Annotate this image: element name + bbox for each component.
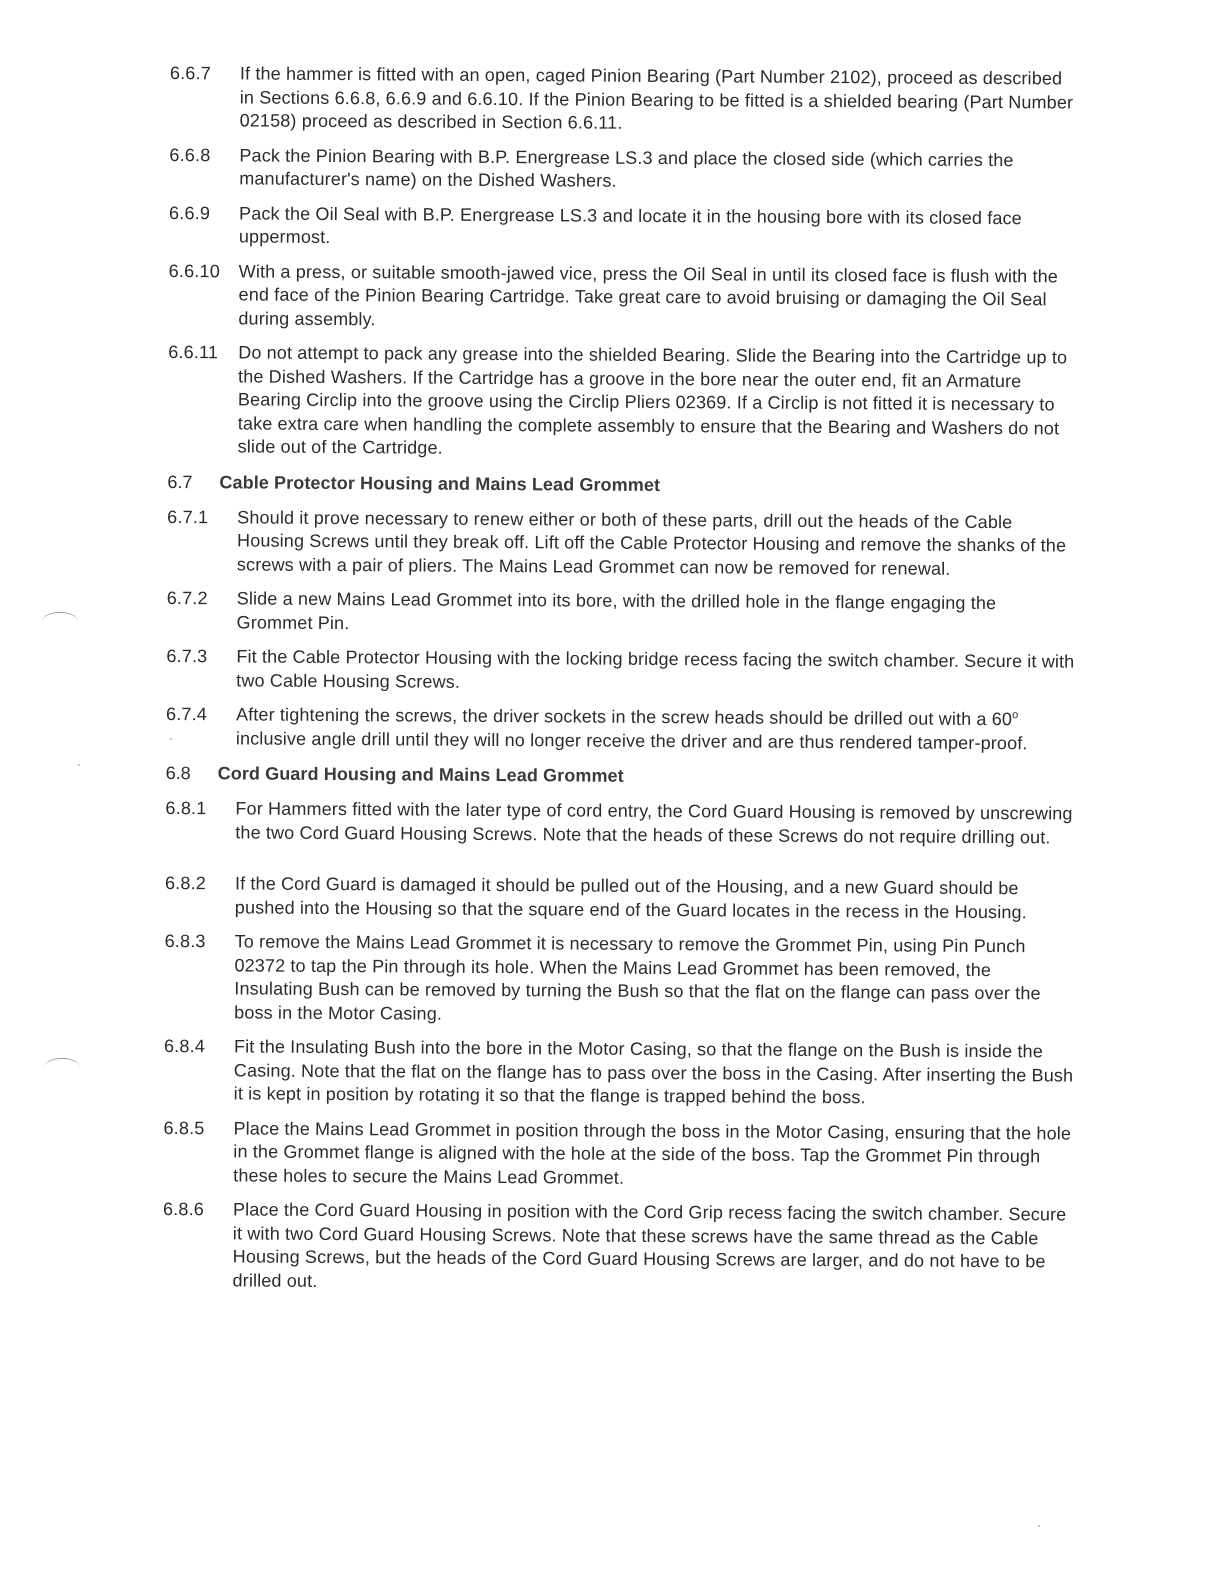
degree-superscript: o xyxy=(1012,709,1019,722)
section-number: 6.6.9 xyxy=(169,202,211,223)
binder-hole-mark-bottom xyxy=(44,1058,80,1077)
section-item xyxy=(169,201,1079,254)
section-item xyxy=(169,143,1079,196)
section-item xyxy=(164,930,1075,1030)
heading-title: Cord Guard Housing and Mains Lead Grommet xyxy=(217,763,624,786)
section-item xyxy=(162,1198,1073,1298)
section-text: With a press, or suitable smooth-jawed vice, press the Oil Seal in until its closed face is flush with the end face of the Pinion Bearing Cartridge. Take great care to avoid bruising or damaging the Oil Seal during assembly. xyxy=(238,260,1059,329)
section-item xyxy=(170,62,1080,138)
section-item xyxy=(168,341,1079,464)
section-number: 6.6.10 xyxy=(168,260,221,281)
scan-speck xyxy=(1038,1525,1040,1527)
section-item xyxy=(167,587,1077,640)
binder-hole-mark-top xyxy=(42,612,78,631)
section-text: Fit the Cable Protector Housing with the locking bridge recess facing the switch chamber. Secure it with two Cable Housing Screws. xyxy=(236,646,1075,692)
section-text: Place the Cord Guard Housing in position with the Cord Grip recess facing the switch chamber. Secure it with two Cord Guard Housing Screws. Note that these screws have the same thread as the Cable Housing Screws, but the heads of the Cord Guard Housing Screws are larger, and do not have to be drilled out. xyxy=(232,1199,1067,1291)
section-number: 6.7.3 xyxy=(166,645,208,667)
section-item xyxy=(164,1035,1074,1111)
section-heading xyxy=(166,761,1076,791)
section-item xyxy=(163,1116,1073,1192)
section-text: If the Cord Guard is damaged it should be pulled out of the Housing, and a new Guard should be pushed into the Housing so that the square end of the Guard locates in the recess in the Housing. xyxy=(234,873,1027,922)
section-item xyxy=(167,505,1077,581)
section-item xyxy=(165,797,1075,850)
section-number: 6.7.2 xyxy=(166,587,208,609)
section-number: 6.8.6 xyxy=(162,1198,205,1220)
section-number: 6.7.1 xyxy=(167,506,209,527)
section-item xyxy=(168,259,1078,335)
section-number: 6.8.3 xyxy=(164,930,206,952)
section-text: If the hammer is fitted with an open, caged Pinion Bearing (Part Number 2102), proceed as described in Sections 6.6.8, 6.6.9 and 6.6.10. If the Pinion Bearing to be fitted is a shielded bearing (Part Number 02158) proceed as described in Section 6.6.11. xyxy=(239,63,1074,133)
section-item xyxy=(165,872,1075,925)
document-body xyxy=(162,62,1080,1309)
section-number: 6.6.7 xyxy=(169,62,212,84)
section-text: Do not attempt to pack any grease into the shielded Bearing. Slide the Bearing into the Cartridge up to the Dished Washers. If the Cartridge has a groove in the bore near the outer end, fit an Armature Bearing Circlip into the groove using the Circlip Pliers 02369. If a Circlip is not fitted it is necessary to take extra care when handling the complete assembly to ensure that the Bearing and Washers do not slide out of the Cartridge. xyxy=(237,342,1068,458)
heading-number: 6.8 xyxy=(165,762,191,784)
section-item xyxy=(166,645,1076,698)
section-heading xyxy=(167,469,1077,499)
section-text: Fit the Insulating Bush into the bore in the Motor Casing, so that the flange on the Bush is inside the Casing. Note that the flat on the flange has to pass over the boss in the Casing. After inserting the Bush it is kept in position by rotating it so that the flange is trapped behind the boss. xyxy=(233,1036,1074,1108)
scan-speck xyxy=(78,764,80,766)
section-text-part: After tightening the screws, the driver sockets in the screw heads should be drilled out with a 60 xyxy=(235,704,1013,730)
section-text: Pack the Oil Seal with B.P. Energrease LS.3 and locate it in the housing bore with its closed face uppermost. xyxy=(238,202,1022,247)
heading-number: 6.7 xyxy=(167,471,193,492)
section-number: 6.6.11 xyxy=(168,341,219,363)
section-text: Place the Mains Lead Grommet in position through the boss in the Motor Casing, ensuring that the hole in the Grommet flange is aligned with the hole at the side of the boss. Tap the Grommet Pin through these holes to secure the Mains Lead Grommet. xyxy=(233,1117,1072,1188)
section-text: Should it prove necessary to renew either or both of these parts, drill out the heads of the Cable Housing Screws until they break off. Lift off the Cable Protector Housing and remove the shanks of the screws with a pair of pliers. The Mains Lead Grommet can now be removed for renewal. xyxy=(236,506,1067,579)
section-number: 6.8.5 xyxy=(163,1117,205,1138)
section-text: Slide a new Mains Lead Grommet into its bore, with the drilled hole in the flange engaging the Grommet Pin. xyxy=(236,588,997,633)
section-text: To remove the Mains Lead Grommet it is necessary to remove the Grommet Pin, using Pin Punch 02372 to tap the Pin through its hole. When the Mains Lead Grommet has been removed, the Insulating Bush can be removed by turning the Bush so that the flat on the flange can pass over the boss in the Motor Casing. xyxy=(234,931,1041,1024)
section-number: 6.8.1 xyxy=(165,797,207,819)
section-item xyxy=(166,703,1076,756)
section-number: 6.7.4 xyxy=(165,703,208,725)
section-number: 6.6.8 xyxy=(169,144,211,165)
section-text xyxy=(236,703,1076,755)
section-text: Pack the Pinion Bearing with B.P. Energrease LS.3 and place the closed side (which carries the manufacturer's name) on the Dished Washers. xyxy=(239,144,1014,191)
section-text: For Hammers fitted with the later type of cord entry, the Cord Guard Housing is removed by unscrewing the two Cord Guard Housing Screws. Note that the heads of these Screws do not require drilling out. xyxy=(235,798,1073,847)
section-number: 6.8.2 xyxy=(164,872,207,894)
section-text-part: inclusive angle drill until they will no longer receive the driver and are thus rendered tamper-proof. xyxy=(235,727,1028,753)
heading-title: Cable Protector Housing and Mains Lead Grommet xyxy=(219,471,661,495)
section-number: 6.8.4 xyxy=(163,1035,206,1057)
